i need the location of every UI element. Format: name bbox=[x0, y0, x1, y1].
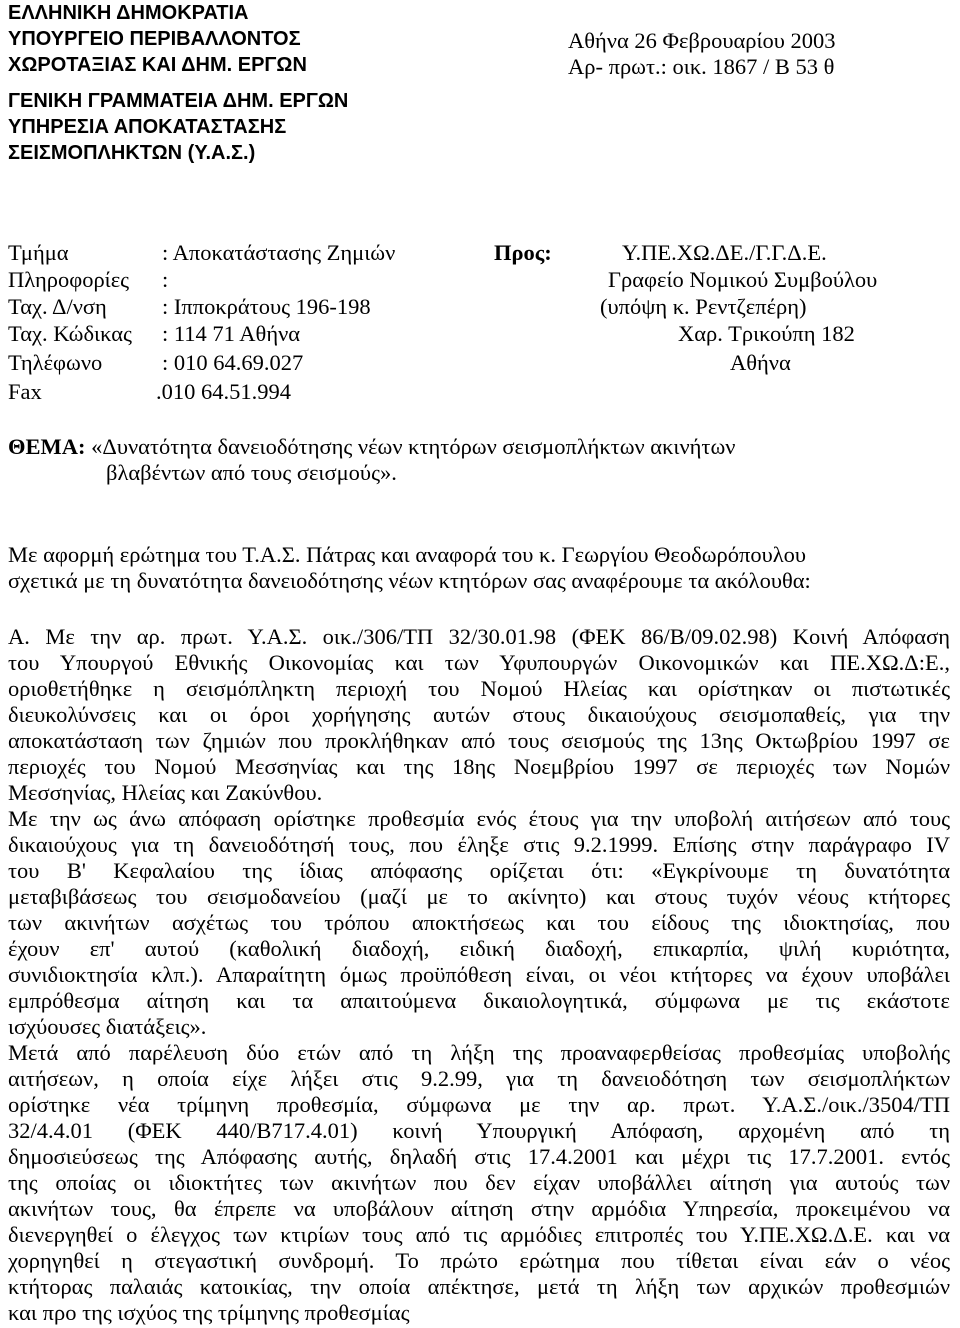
sender-label: Ταχ. Κώδικας bbox=[8, 321, 132, 346]
text-line: αιτήσεων, η οποία είχε λήξει στις 9.2.99, για τη δανειοδότηση των σεισμοπλήκτων bbox=[8, 1066, 950, 1091]
text-line: οριοθετήθηκε η σεισμόπληκτη περιοχή του Νομού Ηλείας και ορίστηκαν οι πιστωτικές bbox=[8, 676, 950, 701]
recipient-line: Αθήνα bbox=[730, 350, 791, 375]
text-line: εμπρόθεσμα αίτηση και τα απαιτούμενα δικαιολογητικά, σύμφωνα με τις εκάστοτε bbox=[8, 988, 950, 1013]
paragraph-c bbox=[8, 1040, 950, 1326]
text-line: περιοχές του Νομού Μεσσηνίας και της 18ης Νοεμβρίου 1997 σε περιοχές των Νομών bbox=[8, 754, 950, 779]
text-line: αποκατάσταση των ζημιών που προκλήθηκαν από τους σεισμούς της 13ης Οκτωβρίου 1997 σε bbox=[8, 728, 950, 753]
text-line: του Υπουργού Εθνικής Οικονομίας και των Υφυπουργών Οικονομικών και ΠΕ.ΧΩ.Δ:Ε., bbox=[8, 650, 950, 675]
text-line: Α. Με την αρ. πρωτ. Υ.Α.Σ. οικ./306/ΤΠ 32/30.01.98 (ΦΕΚ 86/Β/09.02.98) Κοινή Απόφαση bbox=[8, 624, 950, 649]
recipient-line: Χαρ. Τρικούπη 182 bbox=[678, 321, 855, 346]
sender-value: .010 64.51.994 bbox=[156, 379, 291, 404]
text-line: διευκολύνσεις και οι όροι χορήγησης αυτών στους δικαιούχους σεισμοπαθείς, για την bbox=[8, 702, 950, 727]
text-line: ισχύουσες διατάξεις». bbox=[8, 1014, 207, 1039]
text-line: 32/4.4.01 (ΦΕΚ 440/Β717.4.01) κοινή Υπουργική Απόφαση, αρχομένη από τη bbox=[8, 1118, 950, 1143]
text-line: και προ της ισχύος της τρίμηνης προθεσμίας bbox=[8, 1300, 410, 1325]
text-line: της οποίας οι ιδιοκτήτες των ακινήτων που δεν είχαν υποβάλλει αίτηση για αυτούς των bbox=[8, 1170, 950, 1195]
sender-value: : bbox=[162, 267, 169, 292]
sender-label: Ταχ. Δ/νση bbox=[8, 294, 107, 319]
sender-value: : Αποκατάστασης Ζημιών bbox=[162, 240, 396, 265]
sender-value: : 114 71 Αθήνα bbox=[162, 321, 301, 346]
sender-value: : Ιπποκράτους 196-198 bbox=[162, 294, 371, 319]
intro-line: Με αφορμή ερώτημα του Τ.Α.Σ. Πάτρας και αναφορά του κ. Γεωργίου Θεοδωρόπουλου bbox=[8, 542, 807, 567]
subject-label: ΘΕΜΑ: bbox=[8, 434, 86, 459]
text-line: Με την ως άνω απόφαση ορίστηκε προθεσμία ενός έτους για την υποβολή αιτήσεων από τους bbox=[8, 806, 950, 831]
text-line: χορηγηθεί η στεγαστική συνδρομή. Το πρώτο ερώτημα που τίθεται είναι εάν ο νέος bbox=[8, 1248, 950, 1273]
sender-label: Τμήμα bbox=[8, 240, 69, 265]
text-line: Μετά από παρέλευση δύο ετών από τη λήξη της προαναφερθείσας προθεσμίας υποβολής bbox=[8, 1040, 950, 1065]
sender-value: : 010 64.69.027 bbox=[162, 350, 304, 375]
letterhead-line: ΥΠΗΡΕΣΙΑ ΑΠΟΚΑΤΑΣΤΑΣΗΣ bbox=[8, 116, 287, 138]
text-line: διενεργηθεί ο έλεγχος των κτιρίων τους από τις αρμόδιες επιτροπές του Υ.ΠΕ.ΧΩ.Δ.Ε. και να bbox=[8, 1222, 950, 1247]
text-line: έχουν επ' αυτού (καθολική διαδοχή, ειδική διαδοχή, επικαρπία, ψιλή κυριότητα, bbox=[8, 936, 950, 961]
text-line: ορίστηκε νέα τρίμηνη προθεσμία, σύμφωνα με την αρ. πρωτ. Υ.Α.Σ./οικ./3504/ΤΠ bbox=[8, 1092, 950, 1117]
sender-label: Fax bbox=[8, 379, 42, 404]
letterhead-line: ΓΕΝΙΚΗ ΓΡΑΜΜΑΤΕΙΑ ΔΗΜ. ΕΡΓΩΝ bbox=[8, 90, 349, 112]
letterhead-line: ΥΠΟΥΡΓΕΙΟ ΠΕΡΙΒΑΛΛΟΝΤΟΣ bbox=[8, 28, 301, 50]
sender-label: Πληροφορίες bbox=[8, 267, 130, 292]
recipient-label: Προς: bbox=[494, 240, 552, 265]
text-line: ακινήτων τους, θα έπρεπε να υποβάλουν αίτηση στην αρμόδια Υπηρεσία, προκειμένου να bbox=[8, 1196, 950, 1221]
subject-text: «Δυνατότητα δανειοδότησης νέων κτητόρων σεισμοπλήκτων ακινήτων bbox=[91, 434, 736, 459]
letterhead-line: ΧΩΡΟΤΑΞΙΑΣ ΚΑΙ ΔΗΜ. ΕΡΓΩΝ bbox=[8, 54, 307, 76]
subject-text-continued: βλαβέντων από τους σεισμούς». bbox=[106, 460, 397, 485]
sender-label: Τηλέφωνο bbox=[8, 350, 103, 375]
intro-line: σχετικά με τη δυνατότητα δανειοδότησης νέων κτητόρων σας αναφέρουμε τα ακόλουθα: bbox=[8, 568, 811, 593]
text-line: δικαιούχους για τη δανειοδότησή τους, που έληξε στις 9.2.1999. Επίσης στην παράγραφο IV bbox=[8, 832, 950, 857]
text-line: συνιδιοκτησία κλπ.). Απαραίτητη όμως προϋπόθεση είναι, οι νέοι κτήτορες να έχουν υποβάλει bbox=[8, 962, 950, 987]
text-line: μεταβιβάσεως του σεισμοδανείου (μαζί με το ακίνητο) και στους τυχόν νέους κτήτορες bbox=[8, 884, 950, 909]
text-line: Μεσσηνίας, Ηλείας και Ζακύνθου. bbox=[8, 780, 323, 805]
protocol-number: Αρ- πρωτ.: οικ. 1867 / Β 53 θ bbox=[568, 54, 835, 79]
letterhead-line: ΣΕΙΣΜΟΠΛΗΚΤΩΝ (Υ.Α.Σ.) bbox=[8, 142, 256, 164]
text-line: κτήτορας παλαιάς κατοικίας, την οποία απέκτησε, μετά τη λήξη των αρχικών προθεσμιών bbox=[8, 1274, 950, 1299]
text-line: δημοσιεύσεως της Απόφασης αυτής, δηλαδή στις 17.4.2001 και μέχρι τις 17.7.2001. εντός bbox=[8, 1144, 950, 1169]
recipient-line: (υπόψη κ. Ρεντζεπέρη) bbox=[600, 294, 807, 319]
recipient-line: Υ.ΠΕ.ΧΩ.ΔΕ./Γ.Γ.Δ.Ε. bbox=[622, 240, 827, 265]
text-line: του Β' Κεφαλαίου της ίδιας απόφασης ορίζεται ότι: «Εγκρίνουμε τη δυνατότητα bbox=[8, 858, 950, 883]
letterhead-line: ΕΛΛΗΝΙΚΗ ΔΗΜΟΚΡΑΤΙΑ bbox=[8, 2, 249, 24]
document-date: Αθήνα 26 Φεβρουαρίου 2003 bbox=[568, 28, 836, 53]
recipient-line: Γραφείο Νομικού Συμβούλου bbox=[608, 267, 878, 292]
paragraph-b bbox=[8, 806, 950, 1040]
text-line: των ακινήτων ασχέτως του τρόπου αποκτήσεως και του είδους της ιδιοκτησίας, που bbox=[8, 910, 950, 935]
paragraph-a bbox=[8, 624, 950, 806]
